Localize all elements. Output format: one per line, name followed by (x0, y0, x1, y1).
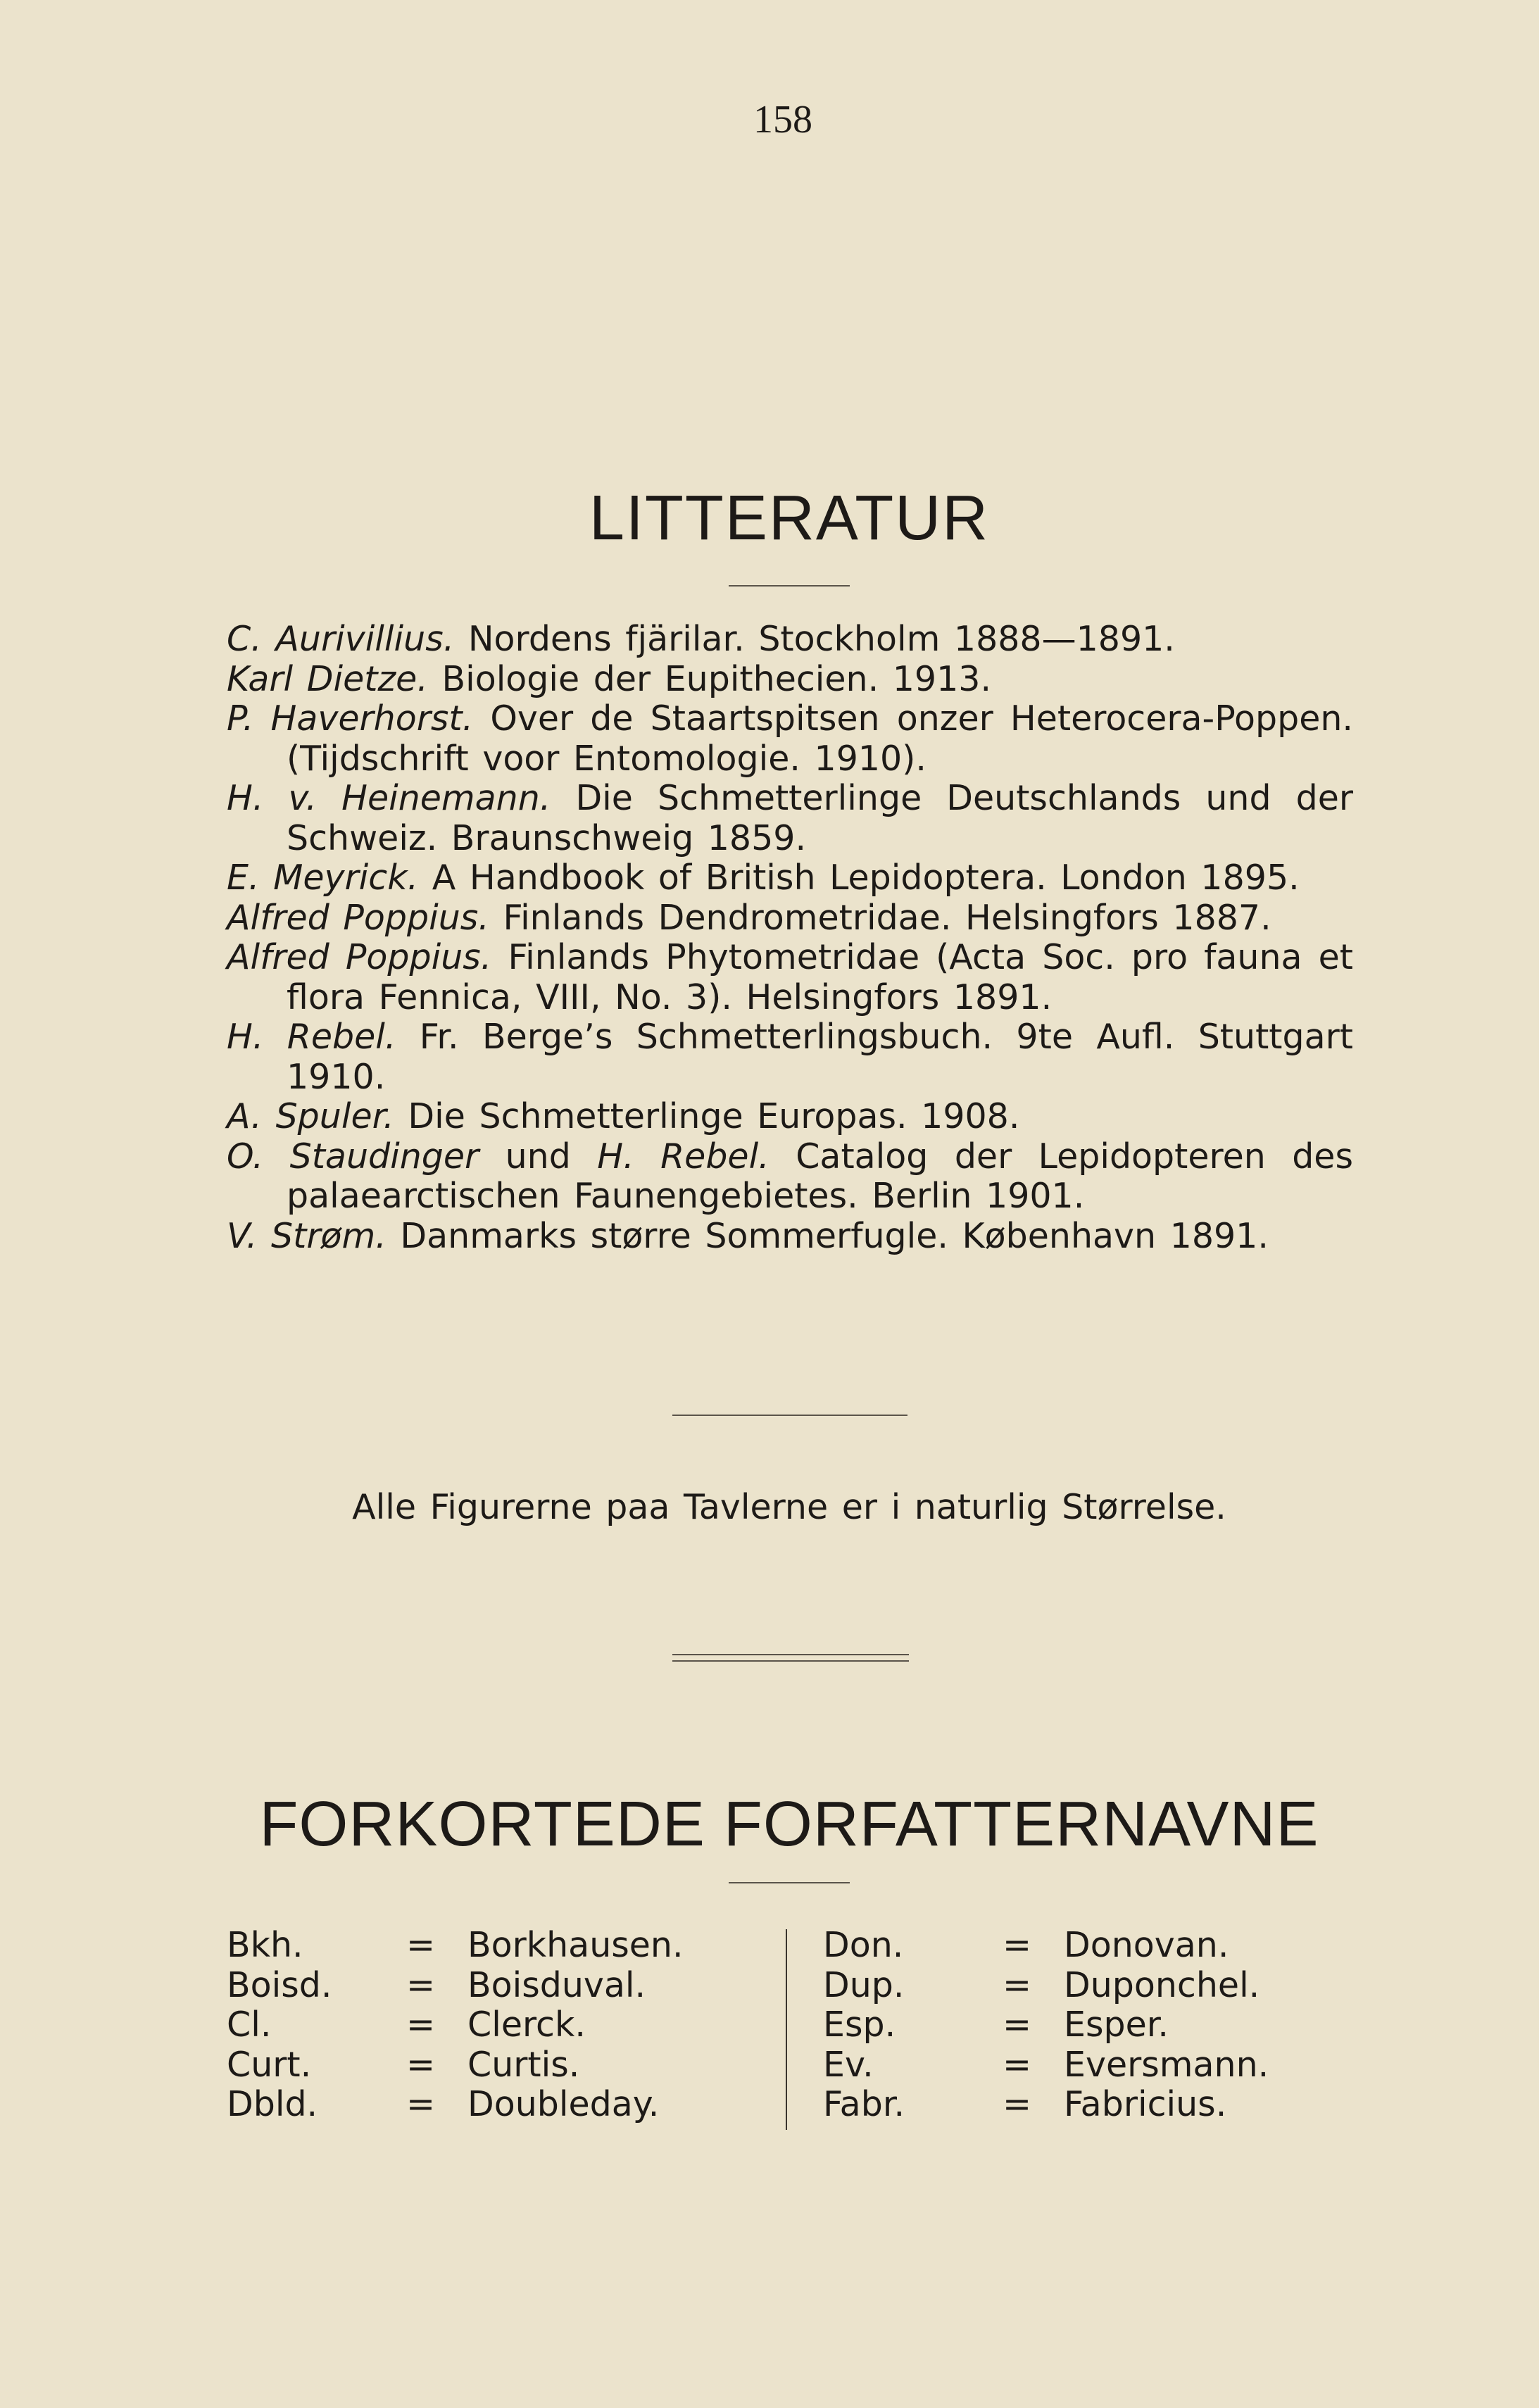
abbreviation-row (823, 1926, 1269, 1966)
litteratur-heading: LITTERATUR (589, 483, 990, 553)
abbreviation: Ev. (823, 2044, 874, 2085)
bibliography-entry (227, 938, 1353, 1017)
full-name: Duponchel. (1064, 1964, 1260, 2005)
full-name: Doubleday. (467, 2084, 660, 2124)
entry-author: A. Spuler. (227, 1096, 394, 1136)
abbreviation: Boisd. (227, 1964, 332, 2005)
abbreviation-row (823, 2005, 1269, 2045)
equals-sign: = (1003, 1964, 1032, 2005)
entry-text: A Handbook of British Lepidoptera. London 1895. (432, 858, 1300, 898)
bibliography-list (227, 620, 1353, 1256)
full-name: Fabricius. (1064, 2084, 1227, 2124)
forkortede-heading: FORKORTEDE FORFATTERNAVNE (259, 1789, 1319, 1860)
equals-sign: = (406, 1964, 436, 2005)
entry-text: Die Schmetterlinge Europas. 1908. (408, 1096, 1020, 1136)
bibliography-entry (227, 858, 1353, 898)
section-divider (672, 1415, 907, 1416)
abbreviation: Esp. (823, 2005, 896, 2045)
bibliography-entry (227, 699, 1353, 779)
abbreviation: Don. (823, 1925, 904, 1965)
entry-author: Karl Dietze. (227, 658, 428, 699)
entry-text: Over de Staartspitsen onzer Heterocera-Poppen. (Tijdschrift voor Entomologie. 1910). (287, 698, 1354, 779)
bibliography-entry (227, 1097, 1353, 1137)
entry-text: Catalog der Lepidopteren des palaearctischen Faunengebietes. Berlin 1901. (287, 1136, 1353, 1216)
entry-text: Danmarks større Sommerfugle. København 1891. (400, 1215, 1269, 1256)
abbreviation: Bkh. (227, 1925, 303, 1965)
entry-author-2: H. Rebel. (597, 1136, 770, 1177)
entry-author: Alfred Poppius. (227, 937, 492, 977)
page-number: 158 (753, 98, 812, 142)
bibliography-entry (227, 620, 1353, 660)
abbreviation: Cl. (227, 2005, 272, 2045)
full-name: Donovan. (1064, 1925, 1229, 1965)
entry-text: Fr. Berge’s Schmetterlingsbuch. 9te Aufl. Stuttgart 1910. (287, 1017, 1353, 1097)
equals-sign: = (1003, 2044, 1032, 2085)
entry-text: Die Schmetterlinge Deutschlands und der Schweiz. Braunschweig 1859. (287, 778, 1353, 858)
abbreviation: Fabr. (823, 2084, 905, 2124)
heading-rule (729, 1882, 850, 1883)
full-name: Borkhausen. (467, 1925, 684, 1965)
entry-author: P. Haverhorst. (227, 698, 474, 739)
abbreviation-row (823, 2045, 1269, 2086)
equals-sign: = (406, 2044, 436, 2085)
abbreviation: Dbld. (227, 2084, 318, 2124)
equals-sign: = (406, 1925, 436, 1965)
abbreviation-column-left (227, 1926, 684, 2125)
full-name: Esper. (1064, 2005, 1169, 2045)
entry-author: H. Rebel. (227, 1017, 396, 1057)
bibliography-entry (227, 660, 1353, 700)
double-rule-bottom (672, 1660, 909, 1662)
entry-author: Alfred Poppius. (227, 897, 489, 938)
abbreviation-row (227, 2085, 684, 2125)
abbreviation: Dup. (823, 1964, 905, 2005)
figures-note: Alle Figurerne paa Tavlerne er i naturlig Størrelse. (352, 1487, 1226, 1527)
entry-text: Nordens fjärilar. Stockholm 1888—1891. (467, 619, 1175, 659)
entry-text: Finlands Dendrometridae. Helsingfors 1887. (503, 897, 1271, 938)
bibliography-entry (227, 779, 1353, 858)
abbreviation-row (823, 1966, 1269, 2006)
full-name: Curtis. (467, 2044, 580, 2085)
heading-rule (729, 585, 850, 587)
entry-author: V. Strøm. (227, 1215, 387, 1256)
equals-sign: = (1003, 1925, 1032, 1965)
abbreviation-row (227, 2045, 684, 2086)
abbreviation-row (227, 1966, 684, 2006)
entry-author: O. Staudinger (227, 1136, 479, 1177)
entry-author: C. Aurivillius. (227, 619, 455, 659)
bibliography-entry (227, 1217, 1353, 1257)
entry-text: Biologie der Eupithecien. 1913. (441, 658, 992, 699)
full-name: Boisduval. (467, 1964, 646, 2005)
bibliography-entry (227, 898, 1353, 939)
equals-sign: = (406, 2005, 436, 2045)
abbreviation: Curt. (227, 2044, 312, 2085)
entry-conjunction: und (505, 1136, 571, 1177)
abbreviation-column-right (823, 1926, 1269, 2125)
entry-author: E. Meyrick. (227, 858, 419, 898)
entry-text: Finlands Phytometridae (Acta Soc. pro fauna et flora Fennica, VIII, No. 3). Helsingfors 1891. (287, 937, 1353, 1017)
bibliography-entry (227, 1137, 1353, 1217)
bibliography-entry (227, 1017, 1353, 1097)
equals-sign: = (406, 2084, 436, 2124)
double-rule-top (672, 1654, 909, 1655)
equals-sign: = (1003, 2084, 1032, 2124)
abbreviation-row (227, 2005, 684, 2045)
equals-sign: = (1003, 2005, 1032, 2045)
abbreviation-row (823, 2085, 1269, 2125)
entry-author: H. v. Heinemann. (227, 778, 551, 818)
full-name: Eversmann. (1064, 2044, 1269, 2085)
abbreviation-row (227, 1926, 684, 1966)
column-divider (786, 1929, 787, 2130)
full-name: Clerck. (467, 2005, 586, 2045)
